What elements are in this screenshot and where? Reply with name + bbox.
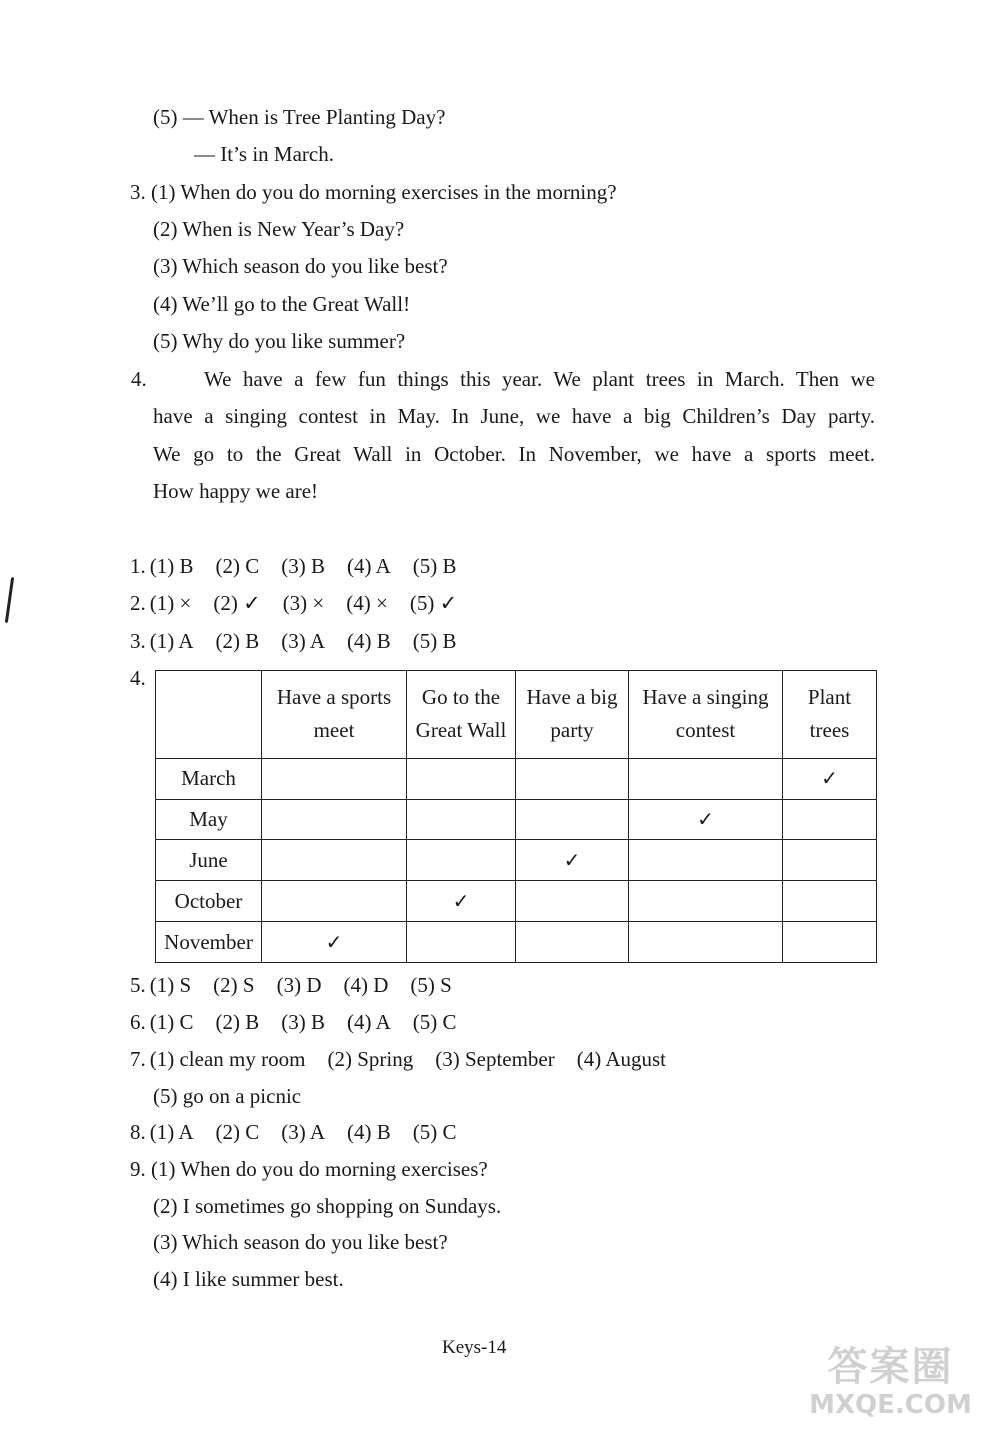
answer-item: (4) D	[343, 973, 389, 997]
answer-item: (1) B	[149, 554, 194, 578]
answer-item: (2) B	[215, 1010, 260, 1034]
answer-item: (1) When do you do morning exercises?	[151, 1157, 488, 1181]
empty-cell	[262, 799, 407, 840]
answer-item: (1) ×	[149, 591, 192, 615]
empty-cell	[407, 922, 516, 963]
answer-item: (3) September	[435, 1047, 555, 1071]
answer-row-1	[130, 553, 479, 579]
answer-item: (3) D	[276, 973, 322, 997]
answer-item: (4) B	[347, 1120, 391, 1144]
table-row	[156, 881, 877, 922]
table-corner-cell	[156, 671, 262, 759]
answer-item: (2) C	[215, 1120, 260, 1144]
answer-num: 9.	[130, 1157, 146, 1181]
section4-number: 4.	[131, 367, 147, 391]
table-row	[156, 840, 877, 881]
month-cell: June	[156, 840, 262, 881]
answer-item: (1) clean my room	[149, 1047, 306, 1071]
empty-cell	[516, 799, 629, 840]
answer-num: 3.	[130, 629, 146, 653]
answer-row-3	[130, 628, 479, 654]
empty-cell	[783, 881, 877, 922]
answer-row-9-line3: (3) Which season do you like best?	[153, 1230, 448, 1254]
answer-item: (1) A	[149, 1120, 194, 1144]
check-mark-icon: ✓	[821, 766, 838, 791]
answer-num: 5.	[130, 973, 146, 997]
answer-item: (4) A	[347, 1010, 391, 1034]
table-header-cell: Have a sports meet	[262, 671, 407, 759]
answer-num: 6.	[130, 1010, 146, 1034]
answer-item: (3) A	[281, 629, 325, 653]
month-cell: March	[156, 758, 262, 799]
section3-line5: (5) Why do you like summer?	[153, 329, 406, 353]
section3-line2: (2) When is New Year’s Day?	[153, 217, 405, 241]
answer-4-number: 4.	[130, 666, 146, 690]
answer-item: (4) ×	[346, 591, 388, 615]
table-header-row	[156, 671, 877, 759]
answer-item: (2) C	[215, 554, 260, 578]
answer-row-6	[130, 1009, 479, 1035]
month-cell: November	[156, 922, 262, 963]
answer-item: (3) A	[281, 1120, 325, 1144]
empty-cell	[783, 840, 877, 881]
empty-cell	[407, 758, 516, 799]
answer-num: 8.	[130, 1120, 146, 1144]
empty-cell	[262, 758, 407, 799]
answer-num: 7.	[130, 1047, 146, 1071]
empty-cell	[516, 758, 629, 799]
empty-cell	[783, 922, 877, 963]
section4-paragraph-line4: How happy we are!	[153, 479, 319, 503]
empty-cell	[516, 881, 629, 922]
empty-cell	[516, 922, 629, 963]
answer-row-9	[130, 1156, 488, 1182]
watermark-logo: 答案圈 MXQE.COM	[809, 1344, 972, 1420]
answer-item: (5) ✓	[409, 591, 458, 615]
answer-item: (3) B	[281, 1010, 325, 1034]
empty-cell	[629, 922, 783, 963]
answer-item: (5) C	[412, 1120, 457, 1144]
section3-line1: 3. (1) When do you do morning exercises in the morning?	[130, 180, 617, 204]
activity-month-table	[155, 670, 877, 963]
empty-cell	[629, 840, 783, 881]
answer-item: (3) B	[281, 554, 325, 578]
answer-item: (3) ×	[282, 591, 325, 615]
answer-item: (2) Spring	[327, 1047, 414, 1071]
answer-num: 2.	[130, 591, 146, 615]
answer-item: (5) B	[412, 554, 457, 578]
answer-row-5	[130, 972, 474, 998]
table-header-cell: Have a singing contest	[629, 671, 783, 759]
check-mark-icon: ✓	[697, 806, 714, 831]
check-cell	[262, 922, 407, 963]
empty-cell	[407, 799, 516, 840]
answer-item: (2) B	[215, 629, 260, 653]
answer-item: (2) ✓	[213, 591, 261, 615]
section3-line4: (4) We’ll go to the Great Wall!	[153, 292, 411, 316]
q5-answer: — It’s in March.	[194, 142, 334, 166]
empty-cell	[629, 881, 783, 922]
empty-cell	[262, 840, 407, 881]
section4-paragraph-line2: have a singing contest in May. In June, we have a big Children’s Day party.	[153, 404, 875, 428]
answer-item: (4) August	[576, 1047, 666, 1071]
check-cell	[407, 881, 516, 922]
section4-paragraph-line3: We go to the Great Wall in October. In November, we have a sports meet.	[153, 442, 875, 466]
answer-row-8	[130, 1119, 479, 1145]
page-label: Keys-14	[442, 1337, 507, 1358]
answer-item: (5) B	[412, 629, 457, 653]
check-cell	[629, 799, 783, 840]
empty-cell	[783, 799, 877, 840]
table-header-cell: Have a big party	[516, 671, 629, 759]
check-cell	[516, 840, 629, 881]
answer-row-9-line4: (4) I like summer best.	[153, 1267, 344, 1291]
q5-question: (5) — When is Tree Planting Day?	[153, 105, 446, 129]
answer-item: (1) S	[149, 973, 192, 997]
table-row	[156, 922, 877, 963]
margin-pen-mark	[5, 577, 14, 623]
answer-row-7	[130, 1046, 688, 1072]
answer-item: (4) B	[347, 629, 391, 653]
empty-cell	[407, 840, 516, 881]
check-mark-icon: ✓	[563, 847, 581, 872]
table-header-cell: Plant trees	[783, 671, 877, 759]
check-cell	[783, 758, 877, 799]
check-mark-icon: ✓	[452, 888, 470, 913]
table-header-cell: Go to the Great Wall	[407, 671, 516, 759]
answer-row-9-line2: (2) I sometimes go shopping on Sundays.	[153, 1194, 502, 1218]
table-row	[156, 799, 877, 840]
section3-line3: (3) Which season do you like best?	[153, 254, 448, 278]
answer-item: (5) S	[410, 973, 452, 997]
answer-item: (5) C	[412, 1010, 457, 1034]
answer-row-7-continued: (5) go on a picnic	[153, 1084, 302, 1108]
empty-cell	[262, 881, 407, 922]
month-cell: May	[156, 799, 262, 840]
check-mark-icon: ✓	[325, 929, 343, 954]
answer-item: (1) A	[149, 629, 194, 653]
empty-cell	[629, 758, 783, 799]
answer-row-2	[130, 590, 479, 616]
answer-item: (4) A	[347, 554, 391, 578]
month-cell: October	[156, 881, 262, 922]
table-row	[156, 758, 877, 799]
section4-paragraph-line1: We have a few fun things this year. We plant trees in March. Then we	[204, 367, 875, 391]
answer-num: 1.	[130, 554, 146, 578]
answer-item: (2) S	[213, 973, 255, 997]
answer-item: (1) C	[149, 1010, 194, 1034]
